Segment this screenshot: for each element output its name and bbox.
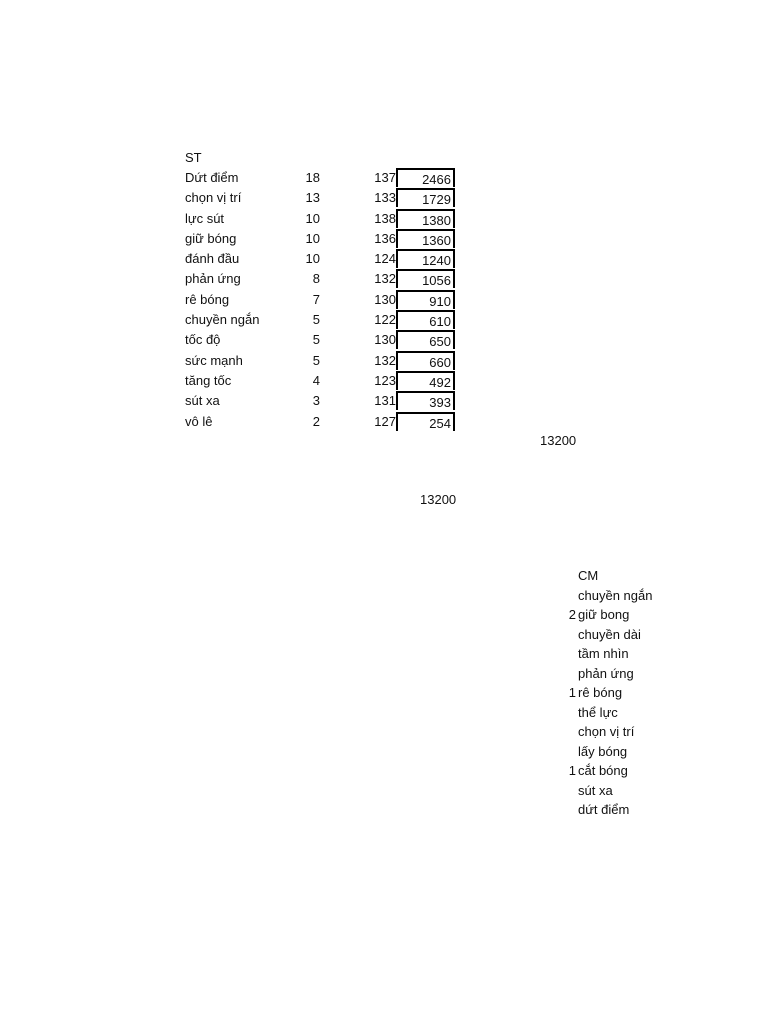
cm-item-label: rê bóng xyxy=(578,685,623,700)
list-item xyxy=(560,586,760,606)
cm-item-number: 1 xyxy=(568,763,576,778)
attribute-count: 18 xyxy=(305,170,320,185)
sheet-header: ST xyxy=(185,150,202,165)
attribute-name: chuyền ngắn xyxy=(185,312,260,328)
attribute-name: chọn vị trí xyxy=(185,190,242,206)
attribute-count: 10 xyxy=(305,230,320,246)
cm-item-label: CM xyxy=(578,568,599,583)
table-row xyxy=(185,249,460,269)
attribute-count: 2 xyxy=(312,413,320,429)
attribute-count: 7 xyxy=(312,291,320,307)
list-item xyxy=(560,761,760,781)
attribute-name: tốc độ xyxy=(185,332,221,348)
list-item xyxy=(560,566,760,586)
cm-item-label: phản ứng xyxy=(578,665,634,681)
attribute-product: 660 xyxy=(396,351,455,370)
list-item xyxy=(560,625,760,645)
attribute-product: 1380 xyxy=(396,209,455,228)
attribute-base: 133 xyxy=(374,190,396,206)
list-item xyxy=(560,722,760,742)
attribute-count: 10 xyxy=(305,251,320,267)
attribute-name: tăng tốc xyxy=(185,372,232,388)
attribute-product: 1360 xyxy=(396,229,455,248)
table-row xyxy=(185,391,460,411)
attribute-name: vô lê xyxy=(185,413,213,429)
attribute-base: 132 xyxy=(374,352,396,368)
attribute-count: 4 xyxy=(312,372,320,388)
attribute-name: sút xa xyxy=(185,393,220,409)
cm-item-label: sút xa xyxy=(578,782,613,798)
attribute-count: 10 xyxy=(305,210,320,226)
cm-item-label: cắt bóng xyxy=(578,763,628,778)
table-row xyxy=(185,310,460,330)
attribute-count: 3 xyxy=(312,393,320,409)
attribute-table xyxy=(185,168,460,432)
cm-attribute-list xyxy=(560,566,760,820)
attribute-base: 137 xyxy=(374,170,396,185)
list-item xyxy=(560,664,760,684)
attribute-name: đánh đầu xyxy=(185,251,240,267)
cm-item-number: 1 xyxy=(568,685,576,700)
attribute-product: 393 xyxy=(396,391,455,410)
attribute-base: 131 xyxy=(374,393,396,409)
attribute-count: 5 xyxy=(312,312,320,328)
cm-item-label: dứt điểm xyxy=(578,802,630,817)
cm-item-label: chuyền ngắn xyxy=(578,587,653,603)
cm-item-label: tầm nhìn xyxy=(578,646,629,661)
attribute-count: 13 xyxy=(305,190,320,206)
cm-item-label: chọn vị trí xyxy=(578,724,635,739)
cm-item-label: thể lực xyxy=(578,704,618,720)
attribute-base: 138 xyxy=(374,210,396,226)
attribute-product: 910 xyxy=(396,290,455,309)
table-row xyxy=(185,269,460,289)
list-item xyxy=(560,800,760,820)
attribute-name: Dứt điểm xyxy=(185,170,239,185)
attribute-base: 123 xyxy=(374,372,396,388)
attribute-name: lực sút xyxy=(185,210,225,226)
attribute-name: giữ bóng xyxy=(185,230,237,246)
attribute-base: 130 xyxy=(374,291,396,307)
attribute-product: 1240 xyxy=(396,249,455,268)
attribute-base: 136 xyxy=(374,230,396,246)
total-value-right: 13200 xyxy=(540,433,577,448)
attribute-product: 1056 xyxy=(396,269,455,288)
attribute-product: 650 xyxy=(396,330,455,349)
table-row xyxy=(185,209,460,229)
attribute-product: 1729 xyxy=(396,188,455,207)
attribute-base: 132 xyxy=(374,271,396,287)
list-item xyxy=(560,683,760,703)
attribute-name: phản ứng xyxy=(185,271,241,287)
table-row xyxy=(185,290,460,310)
list-item xyxy=(560,781,760,801)
cm-item-label: chuyền dài xyxy=(578,626,641,642)
attribute-count: 5 xyxy=(312,332,320,348)
attribute-product: 610 xyxy=(396,310,455,329)
attribute-count: 8 xyxy=(312,271,320,287)
attribute-base: 127 xyxy=(374,413,396,429)
table-row xyxy=(185,412,460,432)
table-row xyxy=(185,229,460,249)
attribute-base: 122 xyxy=(374,312,396,328)
attribute-product: 492 xyxy=(396,371,455,390)
table-row xyxy=(185,188,460,208)
table-row xyxy=(185,330,460,350)
list-item xyxy=(560,644,760,664)
table-row xyxy=(185,371,460,391)
attribute-count: 5 xyxy=(312,352,320,368)
table-row xyxy=(185,168,460,188)
cm-item-label: lấy bóng xyxy=(578,743,628,759)
list-item xyxy=(560,742,760,762)
attribute-product: 2466 xyxy=(396,168,455,187)
attribute-base: 130 xyxy=(374,332,396,348)
attribute-name: rê bóng xyxy=(185,291,230,307)
list-item xyxy=(560,605,760,625)
table-row xyxy=(185,351,460,371)
attribute-name: sức mạnh xyxy=(185,352,243,368)
cm-item-number: 2 xyxy=(568,607,576,622)
attribute-base: 124 xyxy=(374,251,396,267)
list-item xyxy=(560,703,760,723)
total-value-mid: 13200 xyxy=(420,492,457,507)
cm-item-label: giữ bong xyxy=(578,607,630,622)
attribute-product: 254 xyxy=(396,412,455,431)
